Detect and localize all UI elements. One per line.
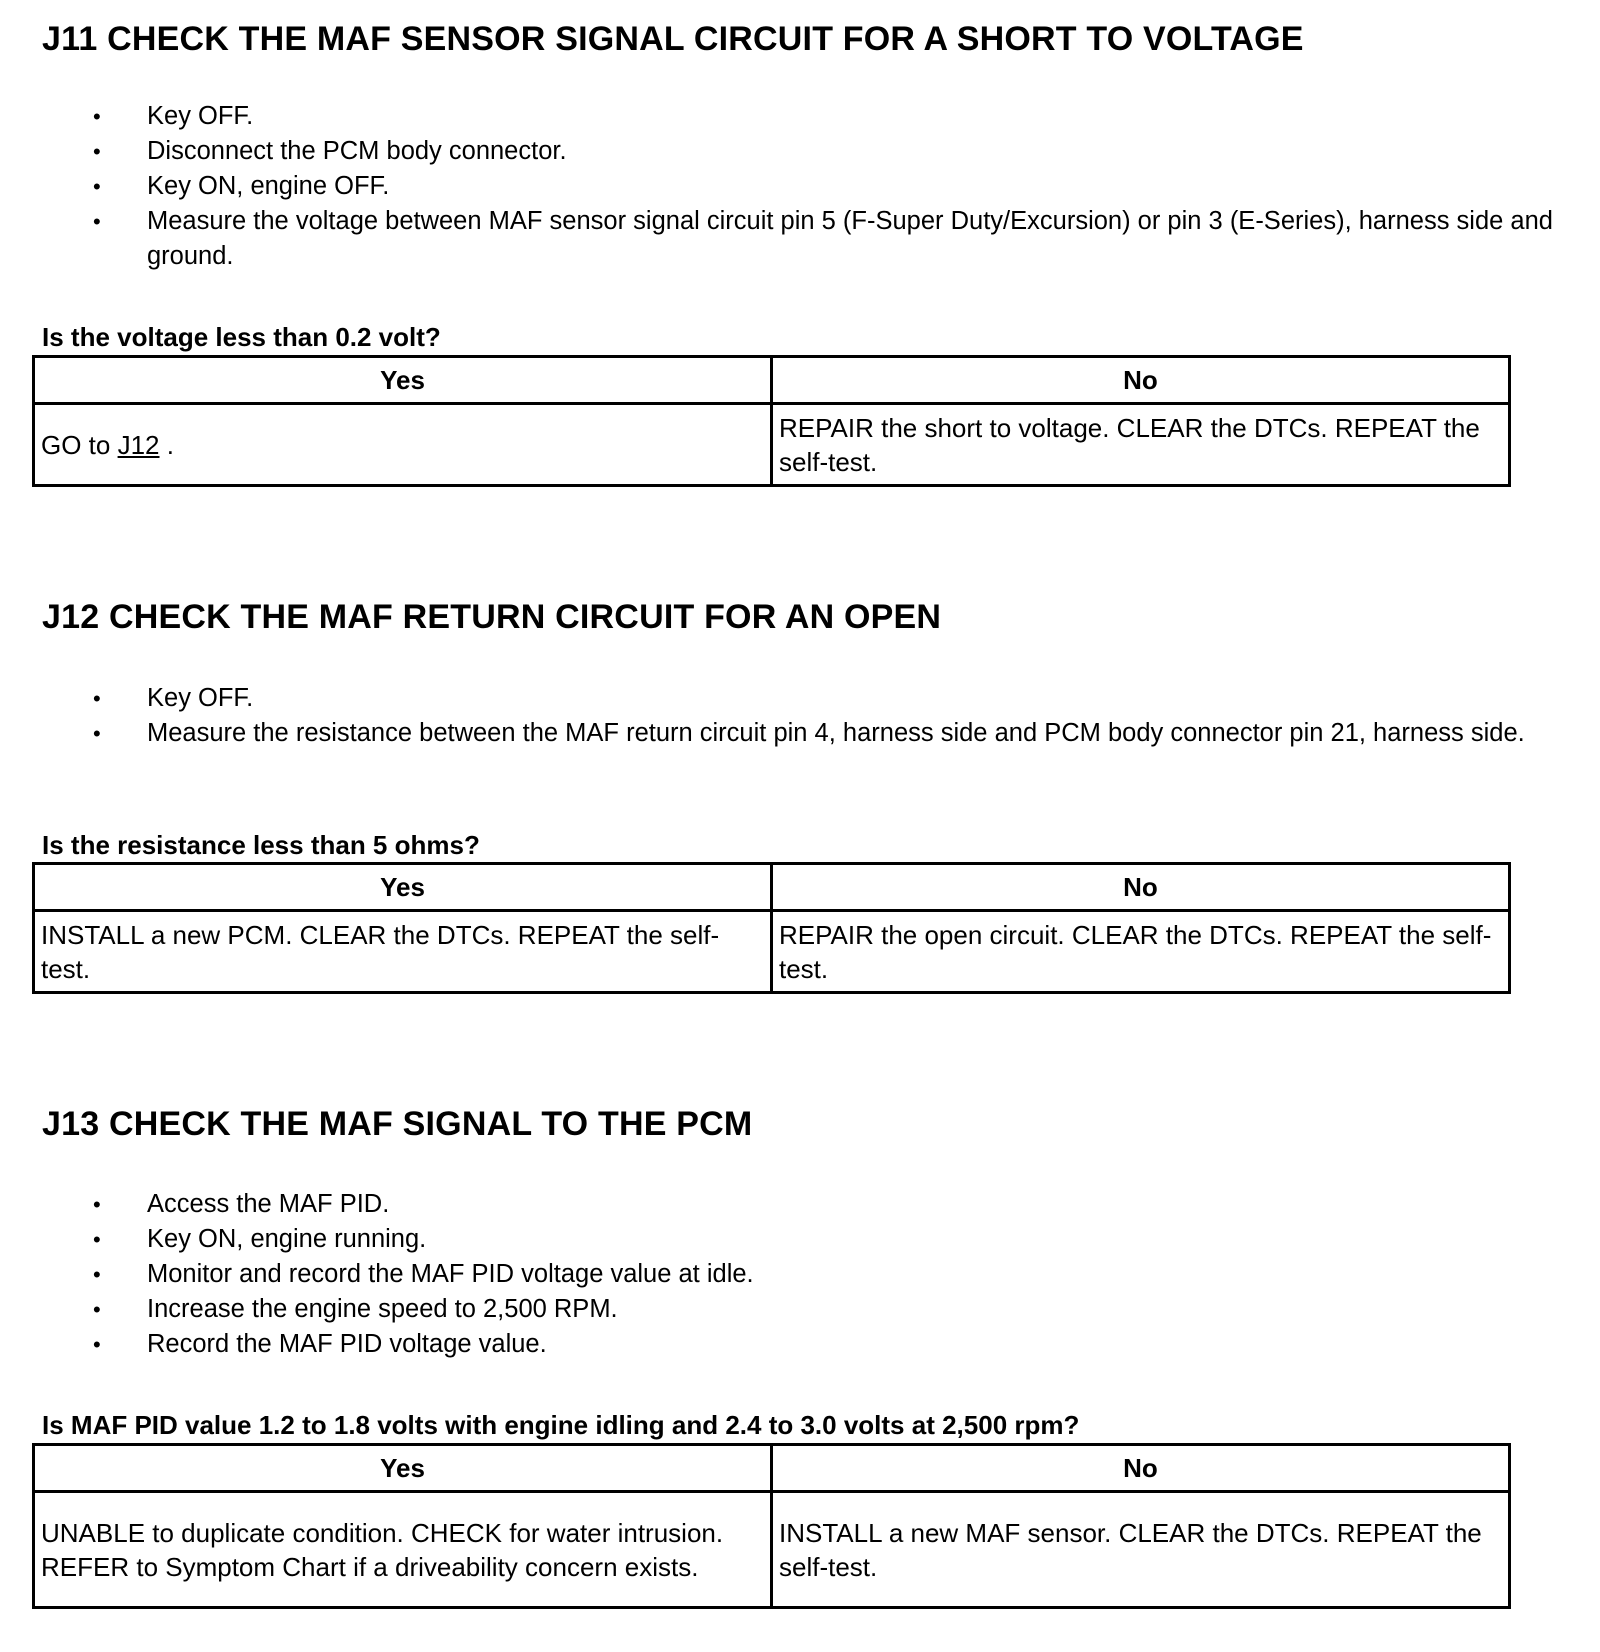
question-text: Is the resistance less than 5 ohms?	[42, 830, 480, 860]
no-cell: REPAIR the short to voltage. CLEAR the DTCs. REPEAT the self-test.	[772, 404, 1510, 486]
list-item: • Key ON, engine running.	[88, 1222, 1568, 1257]
list-item: • Monitor and record the MAF PID voltage value at idle.	[88, 1257, 1568, 1292]
table-row	[34, 1492, 1510, 1608]
bullet-icon: •	[93, 209, 101, 234]
section-heading: J13 CHECK THE MAF SIGNAL TO THE PCM	[42, 1105, 753, 1143]
bullet-icon: •	[93, 174, 101, 199]
bullet-icon: •	[93, 721, 101, 746]
step-list	[88, 99, 1568, 274]
list-item: • Record the MAF PID voltage value.	[88, 1327, 1568, 1362]
list-item: • Measure the voltage between MAF sensor signal circuit pin 5 (F-Super Duty/Excursion) or pin 3 (E-Series), harness side and ground.	[88, 204, 1568, 274]
question-text: Is MAF PID value 1.2 to 1.8 volts with engine idling and 2.4 to 3.0 volts at 2,500 rpm?	[42, 1410, 1080, 1440]
list-item: • Increase the engine speed to 2,500 RPM.	[88, 1292, 1568, 1327]
yes-cell: INSTALL a new PCM. CLEAR the DTCs. REPEAT the self-test.	[34, 911, 772, 993]
list-item: • Key ON, engine OFF.	[88, 169, 1568, 204]
bullet-icon: •	[93, 1297, 101, 1322]
answer-table	[32, 1443, 1511, 1609]
bullet-icon: •	[93, 1332, 101, 1357]
list-item: • Disconnect the PCM body connector.	[88, 134, 1568, 169]
bullet-icon: •	[93, 1262, 101, 1287]
table-row	[34, 404, 1510, 486]
list-item: • Measure the resistance between the MAF return circuit pin 4, harness side and PCM body connector pin 21, harness side.	[88, 716, 1568, 751]
bullet-icon: •	[93, 139, 101, 164]
yes-header: Yes	[34, 1445, 772, 1492]
step-list	[88, 1187, 1568, 1362]
table-row	[34, 911, 1510, 993]
table-header-row	[34, 864, 1510, 911]
table-header-row	[34, 1445, 1510, 1492]
list-item: • Key OFF.	[88, 681, 1568, 716]
question-text: Is the voltage less than 0.2 volt?	[42, 322, 441, 352]
bullet-icon: •	[93, 1192, 101, 1217]
table-header-row	[34, 357, 1510, 404]
bullet-icon: •	[93, 104, 101, 129]
j12-link[interactable]: J12	[117, 429, 160, 460]
answer-table	[32, 355, 1511, 487]
step-list	[88, 681, 1568, 751]
no-header: No	[772, 1445, 1510, 1492]
section-heading: J11 CHECK THE MAF SENSOR SIGNAL CIRCUIT FOR A SHORT TO VOLTAGE	[42, 20, 1304, 58]
yes-cell: GO to J12 .	[34, 404, 772, 486]
yes-header: Yes	[34, 864, 772, 911]
no-cell: REPAIR the open circuit. CLEAR the DTCs. REPEAT the self-test.	[772, 911, 1510, 993]
list-item: • Key OFF.	[88, 99, 1568, 134]
list-item: • Access the MAF PID.	[88, 1187, 1568, 1222]
bullet-icon: •	[93, 1227, 101, 1252]
yes-cell: UNABLE to duplicate condition. CHECK for water intrusion. REFER to Symptom Chart if a driveability concern exists.	[34, 1492, 772, 1608]
answer-table	[32, 862, 1511, 994]
no-header: No	[772, 864, 1510, 911]
no-header: No	[772, 357, 1510, 404]
yes-header: Yes	[34, 357, 772, 404]
section-heading: J12 CHECK THE MAF RETURN CIRCUIT FOR AN OPEN	[42, 598, 942, 636]
bullet-icon: •	[93, 686, 101, 711]
no-cell: INSTALL a new MAF sensor. CLEAR the DTCs. REPEAT the self-test.	[772, 1492, 1510, 1608]
